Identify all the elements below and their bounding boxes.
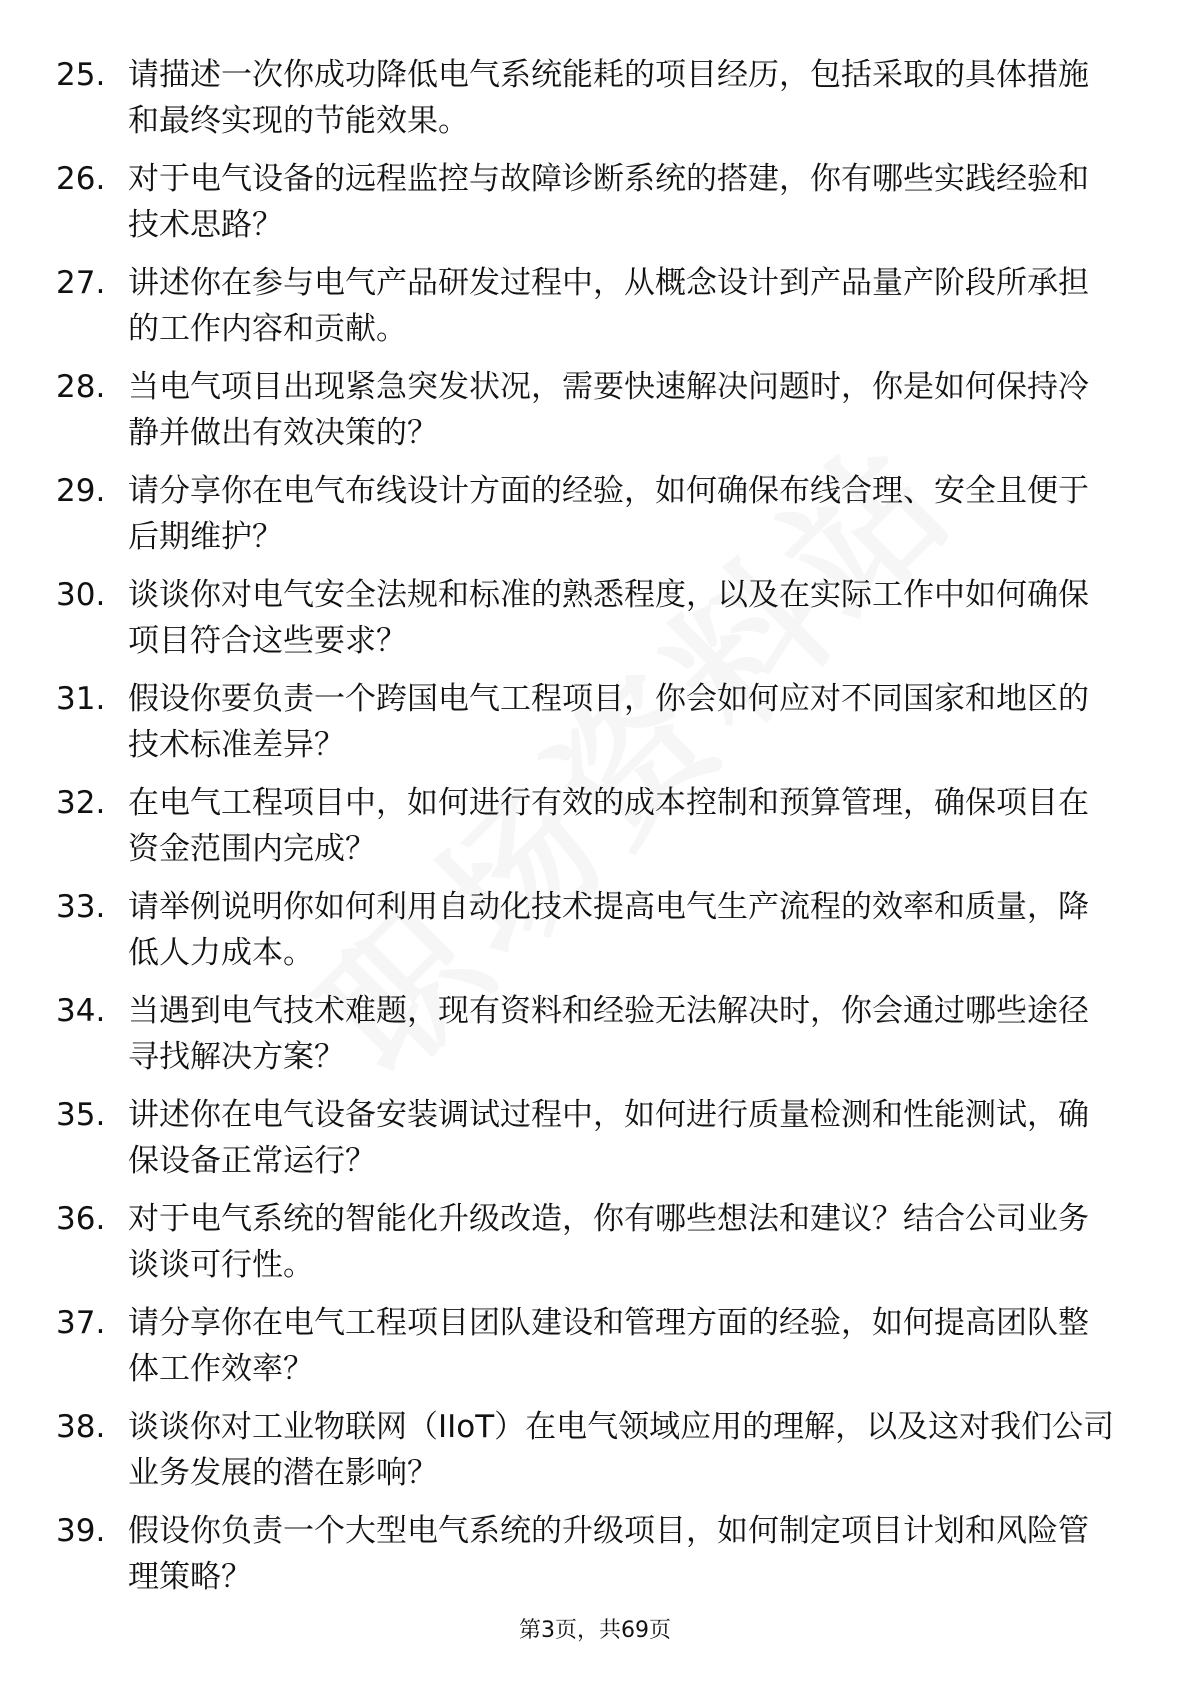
question-number: 38. (56, 1409, 106, 1445)
question-item-28 (0, 364, 1190, 468)
question-text: 假设你负责一个大型电气系统的升级项目，如何制定项目计划和风险管理策略？ (128, 1513, 1089, 1595)
question-item-32 (0, 780, 1190, 884)
question-number: 27. (56, 265, 106, 301)
question-number: 36. (56, 1201, 106, 1237)
question-number: 34. (56, 993, 106, 1029)
question-number: 33. (56, 889, 106, 925)
question-number: 32. (56, 785, 106, 821)
question-text: 谈谈你对电气安全法规和标准的熟悉程度，以及在实际工作中如何确保项目符合这些要求？ (128, 577, 1089, 659)
question-text: 讲述你在电气设备安装调试过程中，如何进行质量检测和性能测试，确保设备正常运行？ (128, 1097, 1089, 1179)
question-item-39 (0, 1508, 1190, 1612)
question-number: 26. (56, 161, 106, 197)
question-list (0, 52, 1190, 1612)
question-text: 请分享你在电气布线设计方面的经验，如何确保布线合理、安全且便于后期维护？ (128, 473, 1089, 555)
question-text: 对于电气系统的智能化升级改造，你有哪些想法和建议？结合公司业务谈谈可行性。 (128, 1201, 1089, 1283)
question-text: 当遇到电气技术难题，现有资料和经验无法解决时，你会通过哪些途径寻找解决方案？ (128, 993, 1089, 1075)
question-number: 29. (56, 473, 106, 509)
question-item-33 (0, 884, 1190, 988)
question-text: 请分享你在电气工程项目团队建设和管理方面的经验，如何提高团队整体工作效率？ (128, 1305, 1089, 1387)
question-number: 39. (56, 1513, 106, 1549)
question-item-38 (0, 1404, 1190, 1508)
question-number: 31. (56, 681, 106, 717)
question-item-27 (0, 260, 1190, 364)
page-number-footer: 第3页，共69页 (519, 1618, 671, 1643)
question-item-37 (0, 1300, 1190, 1404)
question-number: 35. (56, 1097, 106, 1133)
question-number: 28. (56, 369, 106, 405)
question-text: 在电气工程项目中，如何进行有效的成本控制和预算管理，确保项目在资金范围内完成？ (128, 785, 1089, 867)
question-item-31 (0, 676, 1190, 780)
question-text: 讲述你在参与电气产品研发过程中，从概念设计到产品量产阶段所承担的工作内容和贡献。 (128, 265, 1089, 347)
question-text: 谈谈你对工业物联网（IIoT）在电气领域应用的理解，以及这对我们公司业务发展的潜在影响？ (128, 1409, 1115, 1491)
question-item-26 (0, 156, 1190, 260)
question-text: 当电气项目出现紧急突发状况，需要快速解决问题时，你是如何保持冷静并做出有效决策的？ (128, 369, 1089, 451)
question-item-29 (0, 468, 1190, 572)
question-item-34 (0, 988, 1190, 1092)
question-item-35 (0, 1092, 1190, 1196)
question-item-36 (0, 1196, 1190, 1300)
question-text: 请描述一次你成功降低电气系统能耗的项目经历，包括采取的具体措施和最终实现的节能效果。 (128, 57, 1089, 139)
question-text: 请举例说明你如何利用自动化技术提高电气生产流程的效率和质量，降低人力成本。 (128, 889, 1089, 971)
question-item-25 (0, 52, 1190, 156)
question-number: 30. (56, 577, 106, 613)
question-text: 假设你要负责一个跨国电气工程项目，你会如何应对不同国家和地区的技术标准差异？ (128, 681, 1089, 763)
question-item-30 (0, 572, 1190, 676)
question-number: 37. (56, 1305, 106, 1341)
question-number: 25. (56, 57, 106, 93)
question-text: 对于电气设备的远程监控与故障诊断系统的搭建，你有哪些实践经验和技术思路？ (128, 161, 1089, 243)
